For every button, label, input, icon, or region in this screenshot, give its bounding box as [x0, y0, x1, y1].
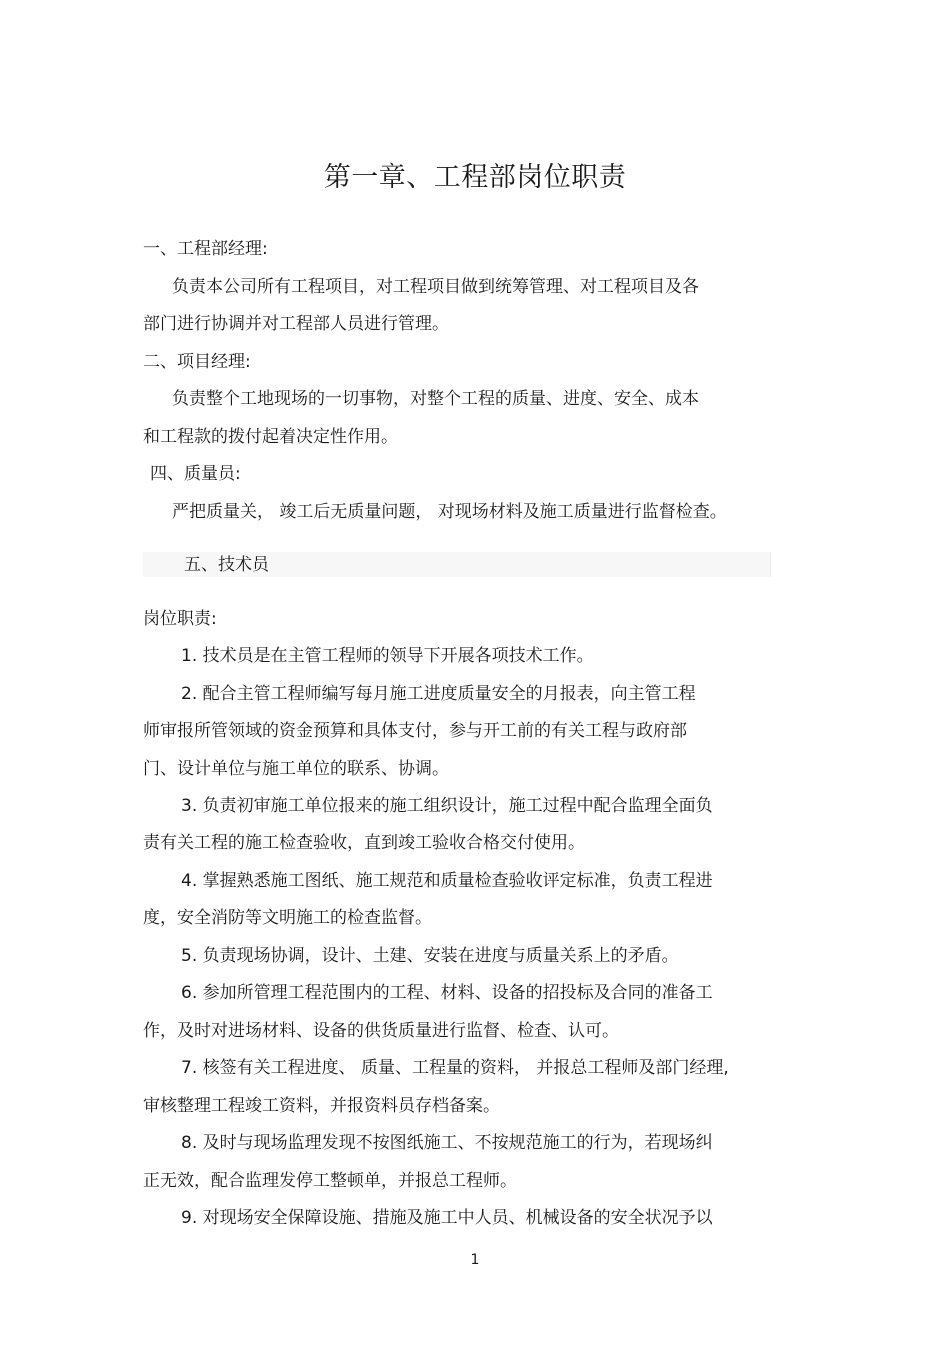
duty-line: 门、设计单位与施工单位的联系、协调。: [143, 759, 449, 779]
duty-line: 9. 对现场安全保障设施、措施及施工中人员、机械设备的安全状况予以: [181, 1208, 713, 1228]
duty-line: 责有关工程的施工检查验收，直到竣工验收合格交付使用。: [143, 833, 585, 853]
section-heading-technician: 五、技术员: [184, 555, 269, 575]
duty-line: 作，及时对进场材料、设备的供货质量进行监督、检查、认可。: [143, 1021, 619, 1041]
duty-line: 5. 负责现场协调，设计、土建、安装在进度与质量关系上的矛盾。: [181, 946, 679, 966]
duty-line: 2. 配合主管工程师编写每月施工进度质量安全的月报表，向主管工程: [181, 684, 696, 704]
duty-line: 7. 核签有关工程进度、 质量、工程量的资料， 并报总工程师及部门经理,: [181, 1058, 729, 1078]
paragraph-line: 严把质量关， 竣工后无质量问题， 对现场材料及施工质量进行监督检查。: [172, 502, 727, 522]
section-heading-engineering-manager: 一、工程部经理:: [143, 239, 268, 259]
duty-line: 8. 及时与现场监理发现不按图纸施工、不按规范施工的行为，若现场纠: [181, 1133, 713, 1153]
paragraph-line: 部门进行协调并对工程部人员进行管理。: [143, 314, 449, 334]
duty-line: 正无效，配合监理发停工整顿单，并报总工程师。: [143, 1171, 517, 1191]
page-number: 1: [470, 1252, 480, 1268]
paragraph-line: 和工程款的拨付起着决定性作用。: [143, 427, 398, 447]
section-heading-project-manager: 二、项目经理:: [143, 352, 251, 372]
duty-line: 审核整理工程竣工资料，并报资料员存档备案。: [143, 1096, 500, 1116]
duty-line: 度，安全消防等文明施工的检查监督。: [143, 908, 432, 928]
duty-line: 3. 负责初审施工单位报来的施工组织设计，施工过程中配合监理全面负: [181, 796, 713, 816]
page-title: 第一章、工程部岗位职责: [323, 162, 627, 193]
section-heading-quality-inspector: 四、质量员:: [150, 464, 241, 484]
duty-line: 1. 技术员是在主管工程师的领导下开展各项技术工作。: [181, 646, 594, 666]
duty-line: 6. 参加所管理工程范围内的工程、材料、设备的招投标及合同的准备工: [181, 983, 713, 1003]
paragraph-line: 负责整个工地现场的一切事物，对整个工程的质量、进度、安全、成本: [172, 389, 699, 409]
duty-line: 师审报所管领域的资金预算和具体支付，参与开工前的有关工程与政府部: [143, 721, 687, 741]
section-heading-band: [143, 552, 771, 577]
duties-label: 岗位职责:: [143, 609, 217, 629]
duty-line: 4. 掌握熟悉施工图纸、施工规范和质量检查验收评定标准，负责工程进: [181, 871, 713, 891]
paragraph-line: 负责本公司所有工程项目，对工程项目做到统筹管理、对工程项目及各: [172, 277, 699, 297]
